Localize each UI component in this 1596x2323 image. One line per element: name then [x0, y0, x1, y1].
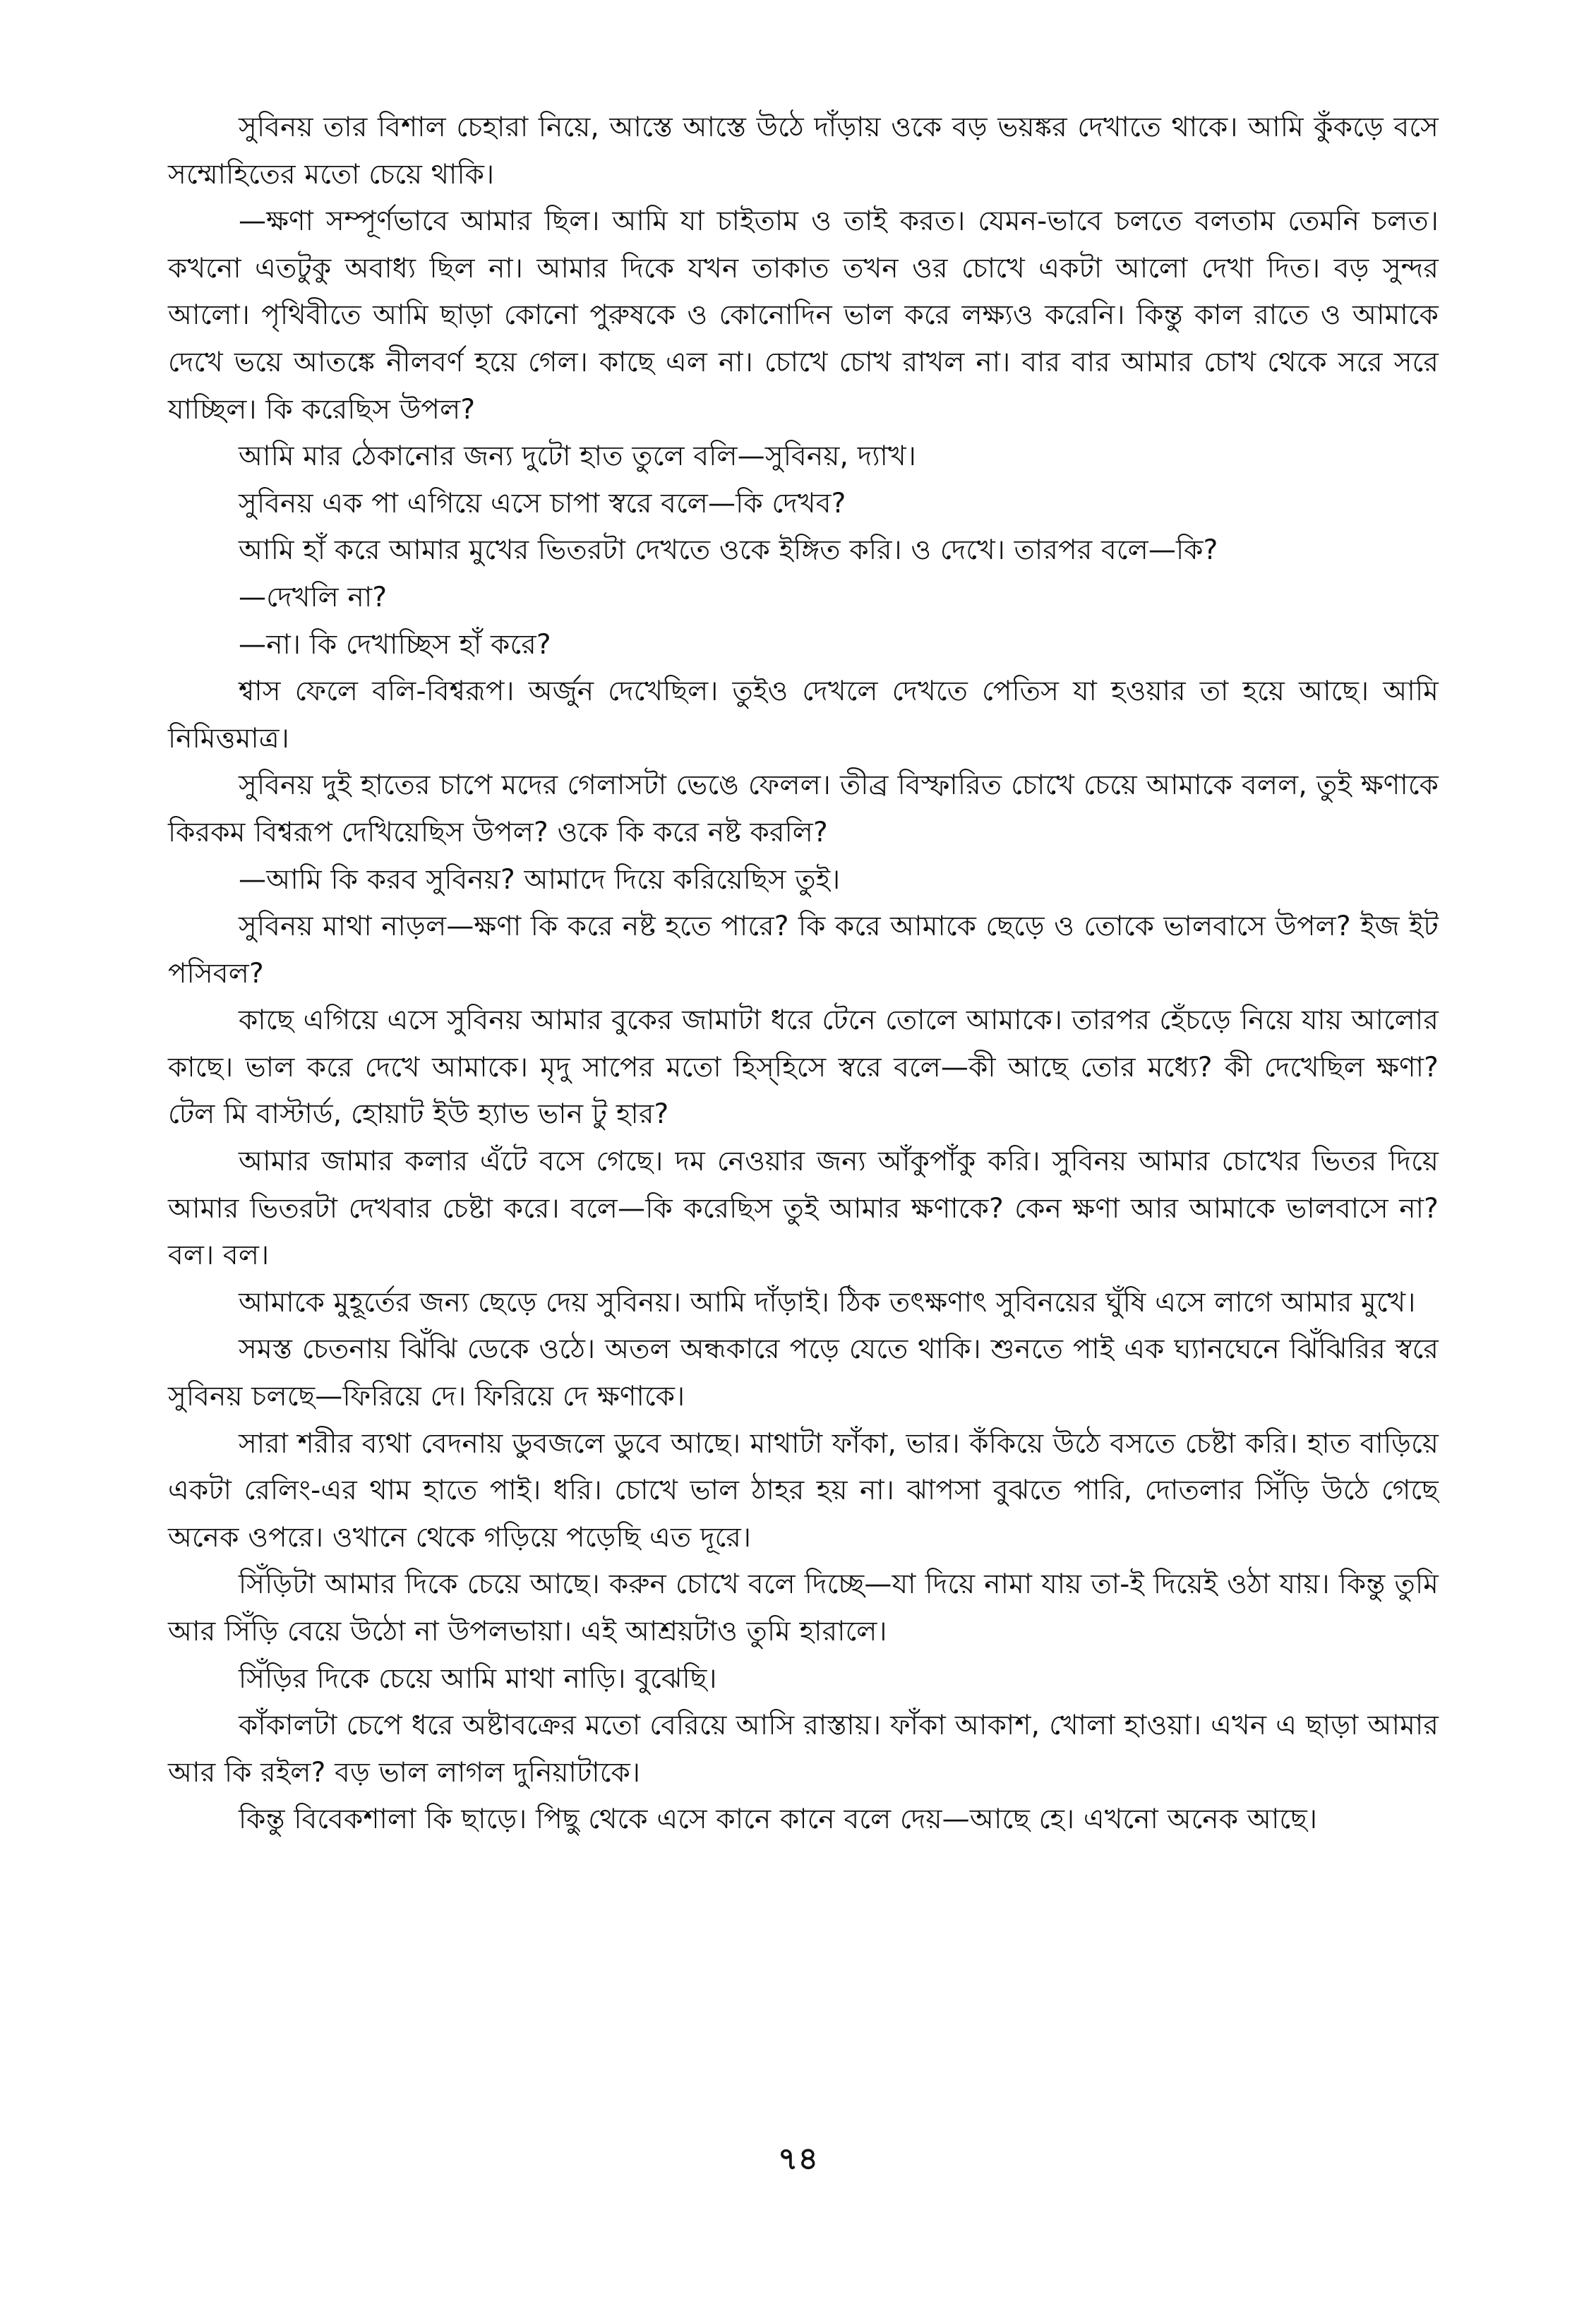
paragraph: সিঁড়িটা আমার দিকে চেয়ে আছে। করুন চোখে বলে দিচ্ছে—যা দিয়ে নামা যায় তা-ই দিয়েই ওঠা যায়। কিন্তু তুমি আর সিঁড়ি বেয়ে উঠো না উপলভায়া। এই আশ্রয়টাও তুমি হারালে। — [168, 1568, 1439, 1647]
paragraph: সুবিনয় মাথা নাড়ল—ক্ষণা কি করে নষ্ট হতে পারে? কি করে আমাকে ছেড়ে ও তোকে ভালবাসে উপল? ইজ ইট পসিবল? — [168, 911, 1439, 990]
paragraph: সুবিনয় দুই হাতের চাপে মদের গেলাসটা ভেঙে ফেলল। তীব্র বিস্ফারিত চোখে চেয়ে আমাকে বলল, তুই ক্ষণাকে কিরকম বিশ্বরূপ দেখিয়েছিস উপল? ওকে কি করে নষ্ট করলি? — [168, 769, 1439, 848]
paragraph: সমস্ত চেতনায় ঝিঁঝি ডেকে ওঠে। অতল অন্ধকারে পড়ে যেতে থাকি। শুনতে পাই এক ঘ্যানঘেনে ঝিঁঝিরির স্বরে সুবিনয় চলছে—ফিরিয়ে দে। ফিরিয়ে দে ক্ষণাকে। — [168, 1333, 1439, 1413]
paragraph: সিঁড়ির দিকে চেয়ে আমি মাথা নাড়ি। বুঝেছি। — [239, 1662, 717, 1695]
page-number: ৭৪ — [777, 2141, 819, 2177]
paragraph: আমার জামার কলার এঁটে বসে গেছে। দম নেওয়ার জন্য আঁকুপাঁকু করি। সুবিনয় আমার চোখের ভিতর দিয়ে আমার ভিতরটা দেখবার চেষ্টা করে। বলে—কি করেছিস তুই আমার ক্ষণাকে? কেন ক্ষণা আর আমাকে ভালবাসে না? বল। বল। — [168, 1146, 1439, 1272]
paragraph: —ক্ষণা সম্পূর্ণভাবে আমার ছিল। আমি যা চাইতাম ও তাই করত। যেমন-ভাবে চলতে বলতাম তেমনি চলত। কখনো এতটুকু অবাধ্য ছিল না। আমার দিকে যখন তাকাত তখন ওর চোখে একটা আলো দেখা দিত। বড় সুন্দর আলো। পৃথিবীতে আমি ছাড়া কোনো পুরুষকে ও কোনোদিন ভাল করে লক্ষ্যও করেনি। কিন্তু কাল রাতে ও আমাকে দেখে ভয়ে আতঙ্কে নীলবর্ণ হয়ে গেল। কাছে এল না। চোখে চোখ রাখল না। বার বার আমার চোখ থেকে সরে সরে যাচ্ছিল। কি করেছিস উপল? — [168, 205, 1439, 426]
paragraph: সারা শরীর ব্যথা বেদনায় ডুবজলে ডুবে আছে। মাথাটা ফাঁকা, ভার। কঁকিয়ে উঠে বসতে চেষ্টা করি। হাত বাড়িয়ে একটা রেলিং-এর থাম হাতে পাই। ধরি। চোখে ভাল ঠাহর হয় না। ঝাপসা বুঝতে পারি, দোতলার সিঁড়ি উঠে গেছে অনেক ওপরে। ওখানে থেকে গড়িয়ে পড়েছি এত দূরে। — [168, 1427, 1439, 1554]
paragraph: —দেখলি না? — [239, 581, 388, 613]
paragraph: সুবিনয় এক পা এগিয়ে এসে চাপা স্বরে বলে—কি দেখব? — [239, 487, 846, 520]
paragraph: শ্বাস ফেলে বলি-বিশ্বরূপ। অর্জুন দেখেছিল। তুইও দেখলে দেখতে পেতিস যা হওয়ার তা হয়ে আছে। আমি নিমিত্তমাত্র। — [168, 676, 1439, 755]
paragraph: আমাকে মুহূর্তের জন্য ছেড়ে দেয় সুবিনয়। আমি দাঁড়াই। ঠিক তৎক্ষণাৎ সুবিনয়ের ঘুঁষি এসে লাগে আমার মুখে। — [239, 1286, 1416, 1319]
paragraph: কাছে এগিয়ে এসে সুবিনয় আমার বুকের জামাটা ধরে টেনে তোলে আমাকে। তারপর হেঁচড়ে নিয়ে যায় আলোর কাছে। ভাল করে দেখে আমাকে। মৃদু সাপের মতো হিস্‌হিসে স্বরে বলে—কী আছে তোর মধ্যে? কী দেখেছিল ক্ষণা? টেল মি বাস্টার্ড, হোয়াট ইউ হ্যাভ ভান টু হার? — [168, 1004, 1439, 1131]
paragraph: সুবিনয় তার বিশাল চেহারা নিয়ে, আস্তে আস্তে উঠে দাঁড়ায় ওকে বড় ভয়ঙ্কর দেখাতে থাকে। আমি কুঁকড়ে বসে সম্মোহিতের মতো চেয়ে থাকি। — [168, 112, 1439, 191]
paragraph: —আমি কি করব সুবিনয়? আমাদে দিয়ে করিয়েছিস তুই। — [239, 863, 841, 896]
paragraph: আমি মার ঠেকানোর জন্য দুটো হাত তুলে বলি—সুবিনয়, দ্যাখ। — [239, 440, 916, 473]
paragraph: কাঁকালটা চেপে ধরে অষ্টাবক্রের মতো বেরিয়ে আসি রাস্তায়। ফাঁকা আকাশ, খোলা হাওয়া। এখন এ ছাড়া আমার আর কি রইল? বড় ভাল লাগল দুনিয়াটাকে। — [168, 1710, 1439, 1789]
paragraph: কিন্তু বিবেকশালা কি ছাড়ে। পিছু থেকে এসে কানে কানে বলে দেয়—আছে হে। এখনো অনেক আছে। — [239, 1803, 1318, 1836]
body-text — [168, 104, 1439, 1844]
paragraph: —না। কি দেখাচ্ছিস হাঁ করে? — [239, 628, 551, 661]
paragraph: আমি হাঁ করে আমার মুখের ভিতরটা দেখতে ওকে ইঙ্গিত করি। ও দেখে। তারপর বলে—কি? — [239, 534, 1218, 567]
